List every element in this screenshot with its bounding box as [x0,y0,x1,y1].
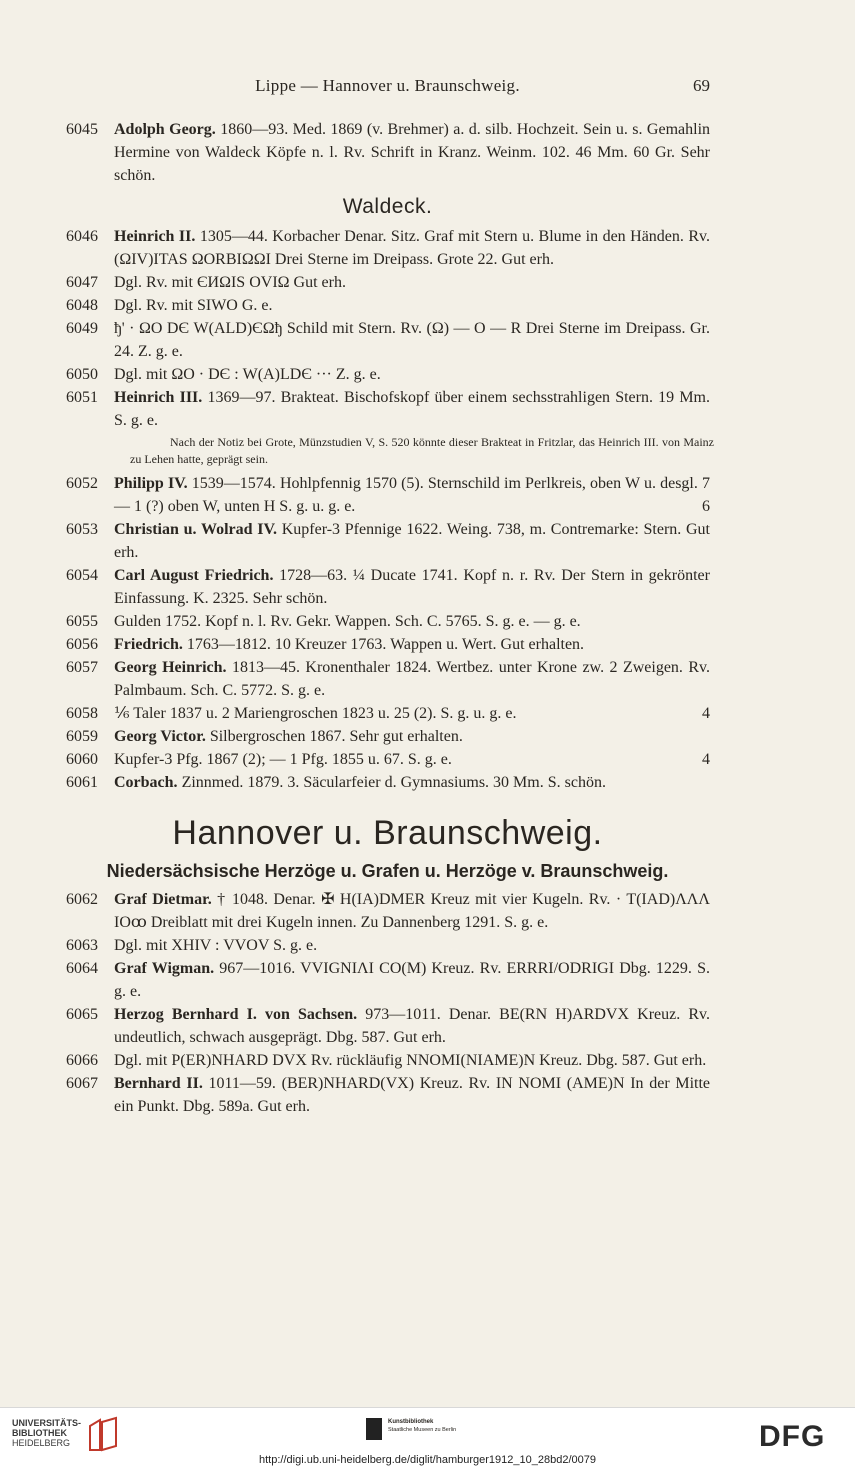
entries-waldeck-continued [0,472,855,794]
entry-description: 973—1011. Denar. BE(RN H)ARDVX Kreuz. Rv. undeutlich, schwach ausgeprägt. Dbg. 587. Gut erh. [114,1006,711,1046]
entry-number: 6055 [66,613,98,630]
entry-text [114,271,710,294]
kunstbibliothek-icon [366,1418,382,1440]
entry-description: Dgl. Rv. mit SIWO G. e. [114,297,273,314]
page-url[interactable]: http://digi.ub.uni-heidelberg.de/diglit/hamburger1912_10_28bd2/0079 [259,1454,596,1466]
entry-text [114,317,710,363]
ub-line-1: UNIVERSITÄTS- [12,1418,82,1428]
footnote-6051: Nach der Notiz bei Grote, Münzstudien V, S. 520 könnte dieser Brakteat in Fritzlar, das Heinrich III. von Mainz zu Lehen hatte, geprägt sein. [130,435,714,466]
catalog-entry [0,771,855,794]
page-number: 69 [693,76,710,95]
entry-number: 6048 [66,297,98,314]
entry-text [114,957,710,1003]
catalog-entry [0,656,855,702]
entry-description: ⅙ Taler 1837 u. 2 Mariengroschen 1823 u. 25 (2). S. g. u. g. e. [114,705,517,722]
entry-text [114,225,710,271]
entry-number: 6047 [66,274,98,291]
entry-description: 1305—44. Korbacher Denar. Sitz. Graf mit Stern u. Blume in den Händen. Rv. (ΩIV)ITAS ΩORBIΩΩI Drei Sterne im Dreipass. Grote 22. Gut erh. [114,228,710,268]
entry-lead: Heinrich II. [114,228,196,245]
entry-number: 6058 [66,705,98,722]
catalog-entry [0,564,855,610]
entry-text [114,702,710,725]
entry-description: Kupfer-3 Pfg. 1867 (2); — 1 Pfg. 1855 u. 67. S. g. e. [114,751,452,768]
entry-lead: Georg Heinrich. [114,659,227,676]
entry-description: 1011—59. (BER)NHARD(VX) Kreuz. Rv. IN NOMI (AME)N In der Mitte ein Punkt. Dbg. 589a. Gut erh. [114,1075,711,1115]
entry-price: 4 [702,705,710,722]
catalog-entry [0,363,855,386]
catalog-entry [0,748,855,771]
catalog-entry [0,610,855,633]
footer-bar [0,1407,855,1470]
entry-number: 6045 [66,121,98,138]
entry-description: Dgl. mit ΩO · DЄ : W(A)LDЄ ··· Z. g. e. [114,366,381,383]
catalog-entry [0,225,855,271]
entries-container [0,118,855,1118]
entry-description: 1539—1574. Hohlpfennig 1570 (5). Sternschild im Perlkreis, oben W u. desgl. 7 — 1 (?) oben W, unten H S. g. u. g. e. [114,475,711,515]
ub-heidelberg-logo[interactable] [12,1418,82,1448]
entry-lead: Friedrich. [114,636,183,653]
entry-text [114,725,710,748]
entry-text [114,633,710,656]
entry-description: 1728—63. ¼ Ducate 1741. Kopf n. r. Rv. Der Stern in gekrönter Einfassung. K. 2325. Sehr schön. [114,567,710,607]
entry-description: Zinnmed. 1879. 3. Säcularfeier d. Gymnasiums. 30 Mm. S. schön. [177,774,606,791]
catalog-entry [0,957,855,1003]
entry-lead: Corbach. [114,774,178,791]
entry-text [114,386,710,432]
entry-description: Silbergroschen 1867. Sehr gut erhalten. [205,728,463,745]
entry-number: 6046 [66,228,98,245]
entry-number: 6059 [66,728,98,745]
section-heading-waldeck: Waldeck. [342,195,433,218]
entries-hannover [0,888,855,1118]
catalog-entry [0,271,855,294]
kunstbibliothek-subtitle: Staatliche Museen zu Berlin [388,1427,457,1433]
entry-lead: Philipp IV. [114,475,188,492]
catalog-entry [0,317,855,363]
entry-number: 6051 [66,389,98,406]
entry-number: 6054 [66,567,98,584]
entry-number: 6062 [66,891,98,908]
entry-description: ђ' · ΩO DЄ W(ALD)ЄΩђ Schild mit Stern. Rv. (Ω) — O — R Drei Sterne im Dreipass. Gr. 24. Z. g. e. [114,320,710,360]
entry-lead: Georg Victor. [114,728,206,745]
entry-lead: Heinrich III. [114,389,203,406]
entry-price: 4 [702,751,710,768]
entry-text [114,748,710,771]
entry-number: 6063 [66,937,98,954]
entry-text [114,771,710,794]
entry-number: 6061 [66,774,98,791]
entry-description: Dgl. Rv. mit ЄИΩIS OVIΩ Gut erh. [114,274,346,291]
entry-lead: Adolph Georg. [114,121,216,138]
catalog-entry [0,1003,855,1049]
entry-description: Dgl. mit XHIV : VVOV S. g. e. [114,937,318,954]
entry-text [114,118,710,187]
catalog-entry [0,934,855,957]
entry-description: 967—1016. VVIGNIΛI CO(M) Kreuz. Rv. ERRRI/ODRIGI Dbg. 1229. S. g. e. [114,960,710,1000]
entry-description: 1763—1812. 10 Kreuzer 1763. Wappen u. Wert. Gut erhalten. [182,636,585,653]
entry-number: 6053 [66,521,98,538]
catalog-entry [0,294,855,317]
entry-number: 6057 [66,659,98,676]
entry-text [114,656,710,702]
entry-description: Dgl. mit P(ER)NHARD DVX Rv. rückläufig NNOMI(NIAME)N Kreuz. Dbg. 587. Gut erh. [114,1052,707,1069]
entry-number: 6067 [66,1075,98,1092]
kunstbibliothek-name: Kunstbibliothek [388,1419,434,1425]
section-heading-hannover: Hannover u. Braunschweig. [172,814,603,852]
entry-text [114,1072,710,1118]
entry-number: 6066 [66,1052,98,1069]
entry-lead: Christian u. Wolrad IV. [114,521,277,538]
entry-text [114,1049,710,1072]
subheading-hannover: Niedersächsische Herzöge u. Grafen u. Herzöge v. Braunschweig. [106,861,669,881]
entry-description: 1860—93. Med. 1869 (v. Brehmer) a. d. silb. Hochzeit. Sein u. s. Gemahlin Hermine von Waldeck Köpfe n. l. Rv. Schrift in Kranz. Weinm. 102. 46 Mm. 60 Gr. Sehr schön. [114,121,711,184]
entry-text [114,564,710,610]
header-title: Lippe — Hannover u. Braunschweig. [255,76,520,95]
catalog-entry [0,118,855,187]
entry-lead: Carl August Friedrich. [114,567,274,584]
ub-line-2: BIBLIOTHEK [12,1428,67,1438]
entry-number: 6060 [66,751,98,768]
entry-lead: Herzog Bernhard I. von Sachsen. [114,1006,358,1023]
catalog-entry [0,1072,855,1118]
entry-text [114,934,710,957]
catalog-entry [0,518,855,564]
entries-waldeck [0,225,855,432]
catalog-entry [0,472,855,518]
entry-price: 6 [702,498,710,515]
entry-text [114,294,710,317]
entry-lead: Bernhard II. [114,1075,203,1092]
catalog-entry [0,702,855,725]
entry-text [114,472,710,518]
ub-line-3: HEIDELBERG [12,1438,71,1448]
entry-number: 6050 [66,366,98,383]
entry-number: 6056 [66,636,98,653]
entry-lead: Graf Wigman. [114,960,215,977]
ub-emblem-icon [86,1416,120,1454]
entry-description: 1813—45. Kronenthaler 1824. Wertbez. unter Krone zw. 2 Zweigen. Rv. Palmbaum. Sch. C. 5772. S. g. e. [114,659,710,699]
entry-description: Kupfer-3 Pfennige 1622. Weing. 738, m. Contremarke: Stern. Gut erh. [114,521,710,561]
catalog-entry [0,633,855,656]
entry-number: 6052 [66,475,98,492]
running-header [0,76,855,98]
catalog-entry [0,725,855,748]
entry-description: † 1048. Denar. ✠ H(IA)DMER Kreuz mit vier Kugeln. Rv. · T(IAD)ΛΛΛ IOꝏ Dreiblatt mit drei Kugeln innen. Zu Dannenberg 1291. S. g. e. [114,891,711,931]
entry-number: 6064 [66,960,98,977]
catalog-entry [0,1049,855,1072]
entry-text [114,363,710,386]
entry-description: 1369—97. Brakteat. Bischofskopf über einem sechsstrahligen Stern. 19 Mm. S. g. e. [114,389,710,429]
catalog-entry [0,386,855,432]
dfg-logo[interactable]: DFG [759,1420,826,1453]
entry-text [114,610,710,633]
entry-text [114,888,710,934]
entries-top [0,118,855,187]
entry-number: 6065 [66,1006,98,1023]
entry-number: 6049 [66,320,98,337]
entry-description: Gulden 1752. Kopf n. l. Rv. Gekr. Wappen. Sch. C. 5765. S. g. e. — g. e. [114,613,581,630]
entry-text [114,518,710,564]
entry-text [114,1003,710,1049]
catalog-entry [0,888,855,934]
entry-lead: Graf Dietmar. [114,891,212,908]
